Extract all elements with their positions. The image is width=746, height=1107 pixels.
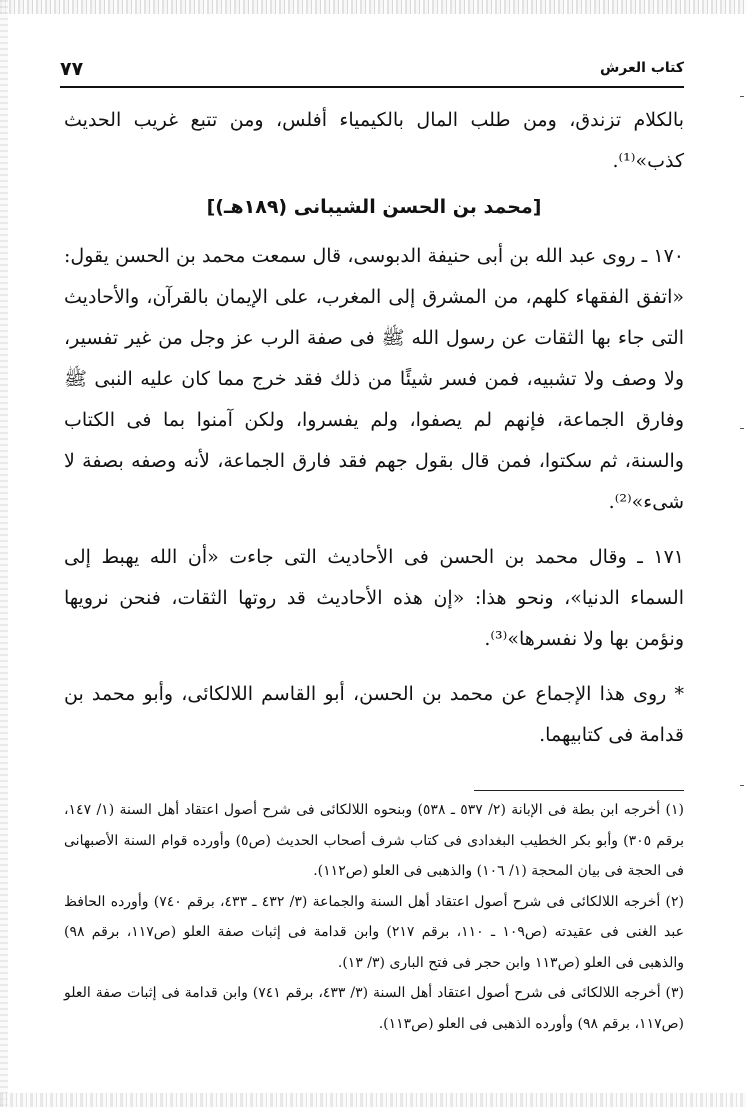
paragraph-170: ١٧٠ ـ روى عبد الله بن أبى حنيفة الدبوسى، قال سمعت محمد بن الحسن يقول: «اتفق الفقهاء كلهم، من المشرق إلى المغرب، على الإيمان بالقرآن، والأحاديث التى جاء بها الثقات عن رسول الله ﷺ فى صفة الرب عز وجل من غير تفسير، ولا وصف ولا تشبيه، فمن فسر شيئًا من ذلك فقد خرج مما كان عليه النبى ﷺ وفارق الجماعة، فإنهم لم يصفوا، ولم يفسروا، ولكن آمنوا بما فى الكتاب والسنة، ثم سكتوا، فمن قال بقول جهم فقد فارق الجماعة، لأنه وصفه بصفة لا شىء»⁽²⁾. [64, 245, 684, 513]
page-header [60, 58, 684, 84]
paragraph-171: ١٧١ ـ وقال محمد بن الحسن فى الأحاديث التى جاءت «أن الله يهبط إلى السماء الدنيا»، ونحو هذا: «إن هذه الأحاديث قد روتها الثقات، فنحن نرويها ونؤمن بها ولا نفسرها»⁽³⁾. [64, 546, 684, 650]
margin-mark [740, 785, 744, 786]
header-rule [60, 86, 684, 88]
margin-mark [740, 96, 744, 97]
main-text [64, 100, 684, 756]
margin-mark [740, 428, 744, 429]
footnote-2: (٢) أخرجه اللالكائى فى شرح أصول اعتقاد أهل السنة والجماعة (٣/ ٤٣٢ ـ ٤٣٣، برقم ٧٤٠) وأورده الحافظ عبد الغنى فى عقيدته (ص١٠٩ ـ ١١٠، برقم ٢١٧) وابن قدامة فى إثبات صفة العلو (ص١١٧، برقم ٩٨) والذهبى فى العلو (ص١١٣ وابن حجر فى فتح البارى (٣/ ١٣). [64, 893, 684, 971]
scan-edge-bottom [0, 1093, 746, 1107]
page-number: ٧٧ [60, 58, 84, 80]
footnote-3: (٣) أخرجه اللالكائى فى شرح أصول اعتقاد أهل السنة (٣/ ٤٣٣، برقم ٧٤١) وابن قدامة فى إثبات صفة العلو (ص١١٧، برقم ٩٨) وأورده الذهبى فى العلو (ص١١٣). [64, 985, 684, 1032]
scan-edge-top [0, 0, 746, 14]
section-heading: [محمد بن الحسن الشيبانى (١٨٩هـ)] [206, 196, 542, 218]
paragraph-note: * روى هذا الإجماع عن محمد بن الحسن، أبو القاسم اللالكائى، وأبو محمد بن قدامة فى كتابيهما. [64, 683, 684, 746]
footnote-rule [474, 790, 684, 791]
paragraph-continuation: بالكلام تزندق، ومن طلب المال بالكيمياء أفلس، ومن تتبع غريب الحديث كذب»⁽¹⁾. [64, 109, 684, 172]
footnotes [64, 795, 684, 1039]
footnote-1: (١) أخرجه ابن بطة فى الإبانة (٢/ ٥٣٧ ـ ٥٣٨) وبنحوه اللالكائى فى شرح أصول اعتقاد أهل السنة (١/ ١٤٧، برقم ٣٠٥) وأبو بكر الخطيب البغدادى فى كتاب شرف أصحاب الحديث (ص٥) وأورده قوام السنة الأصبهانى فى الحجة فى بيان المحجة (١/ ١٠٦) والذهبى فى العلو (ص١١٢). [64, 802, 684, 879]
running-title: كتاب العرش [599, 60, 684, 76]
scan-edge-left [0, 0, 8, 1107]
